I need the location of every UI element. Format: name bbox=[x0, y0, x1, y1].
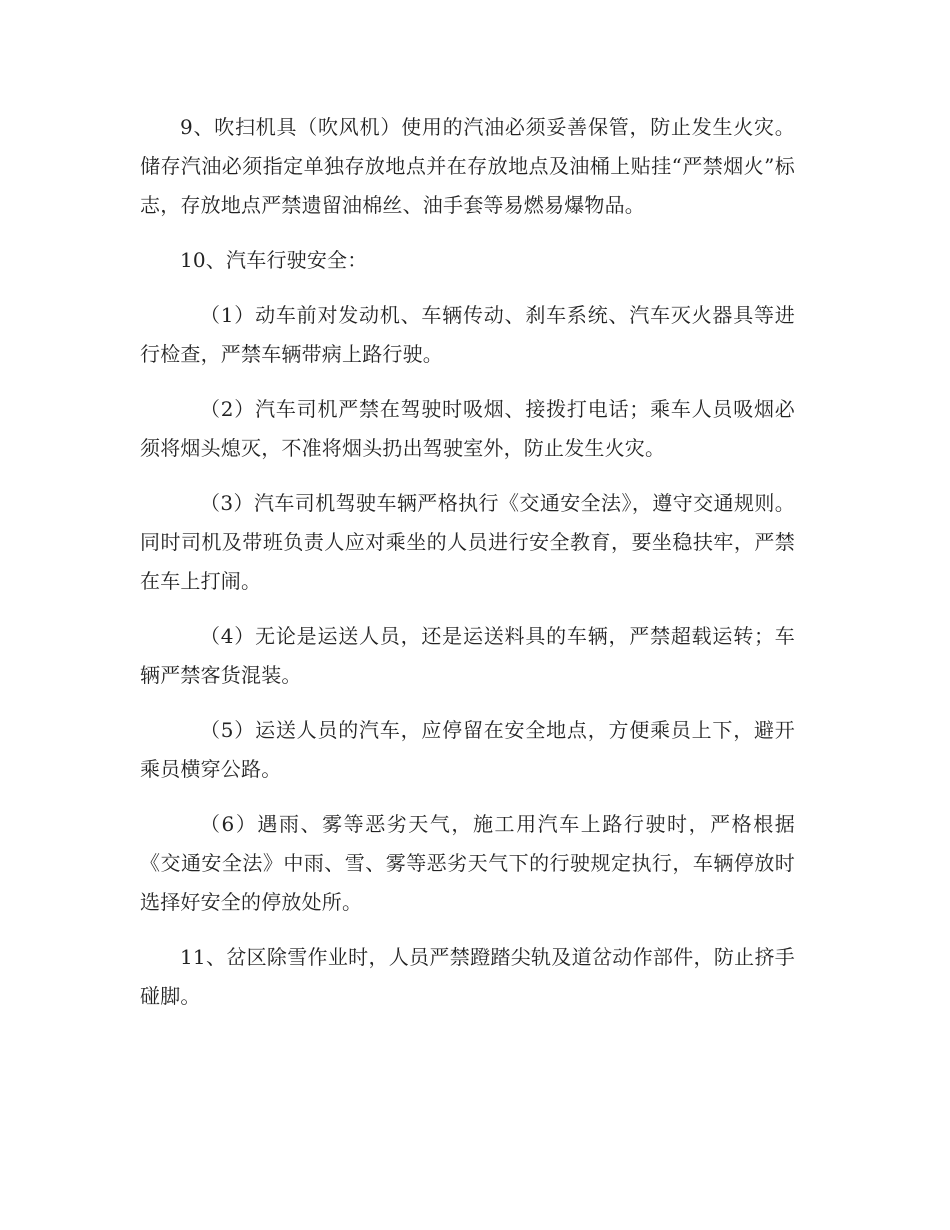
paragraph-item-10-5: （5）运送人员的汽车，应停留在安全地点，方便乘员上下，避开乘员横穿公路。 bbox=[140, 718, 795, 781]
paragraph-item-10-3: （3）汽车司机驾驶车辆严格执行《交通安全法》，遵守交通规则。同时司机及带班负责人应对乘坐的人员进行安全教育，要坐稳扶牢，严禁在车上打闹。 bbox=[140, 491, 795, 593]
paragraph-item-9: 9、吹扫机具（吹风机）使用的汽油必须妥善保管，防止发生火灾。储存汽油必须指定单独存放地点并在存放地点及油桶上贴挂“严禁烟火”标志，存放地点严禁遗留油棉丝、油手套等易燃易爆物品。 bbox=[140, 115, 795, 217]
paragraph-item-10-heading: 10、汽车行驶安全： bbox=[180, 248, 368, 272]
paragraph-item-11: 11、岔区除雪作业时，人员严禁蹬踏尖轨及道岔动作部件，防止挤手碰脚。 bbox=[140, 945, 795, 1008]
paragraph-item-10-2: （2）汽车司机严禁在驾驶时吸烟、接拨打电话；乘车人员吸烟必须将烟头熄灭，不准将烟头扔出驾驶室外，防止发生火灾。 bbox=[140, 397, 795, 460]
paragraph-item-10-6: （6）遇雨、雾等恶劣天气，施工用汽车上路行驶时，严格根据《交通安全法》中雨、雪、雾等恶劣天气下的行驶规定执行，车辆停放时选择好安全的停放处所。 bbox=[140, 812, 795, 914]
paragraph-item-10-1: （1）动车前对发动机、车辆传动、刹车系统、汽车灭火器具等进行检查，严禁车辆带病上路行驶。 bbox=[140, 303, 795, 366]
paragraph-item-10-4: （4）无论是运送人员，还是运送料具的车辆，严禁超载运转；车辆严禁客货混装。 bbox=[140, 624, 795, 687]
document-body bbox=[140, 108, 795, 1032]
